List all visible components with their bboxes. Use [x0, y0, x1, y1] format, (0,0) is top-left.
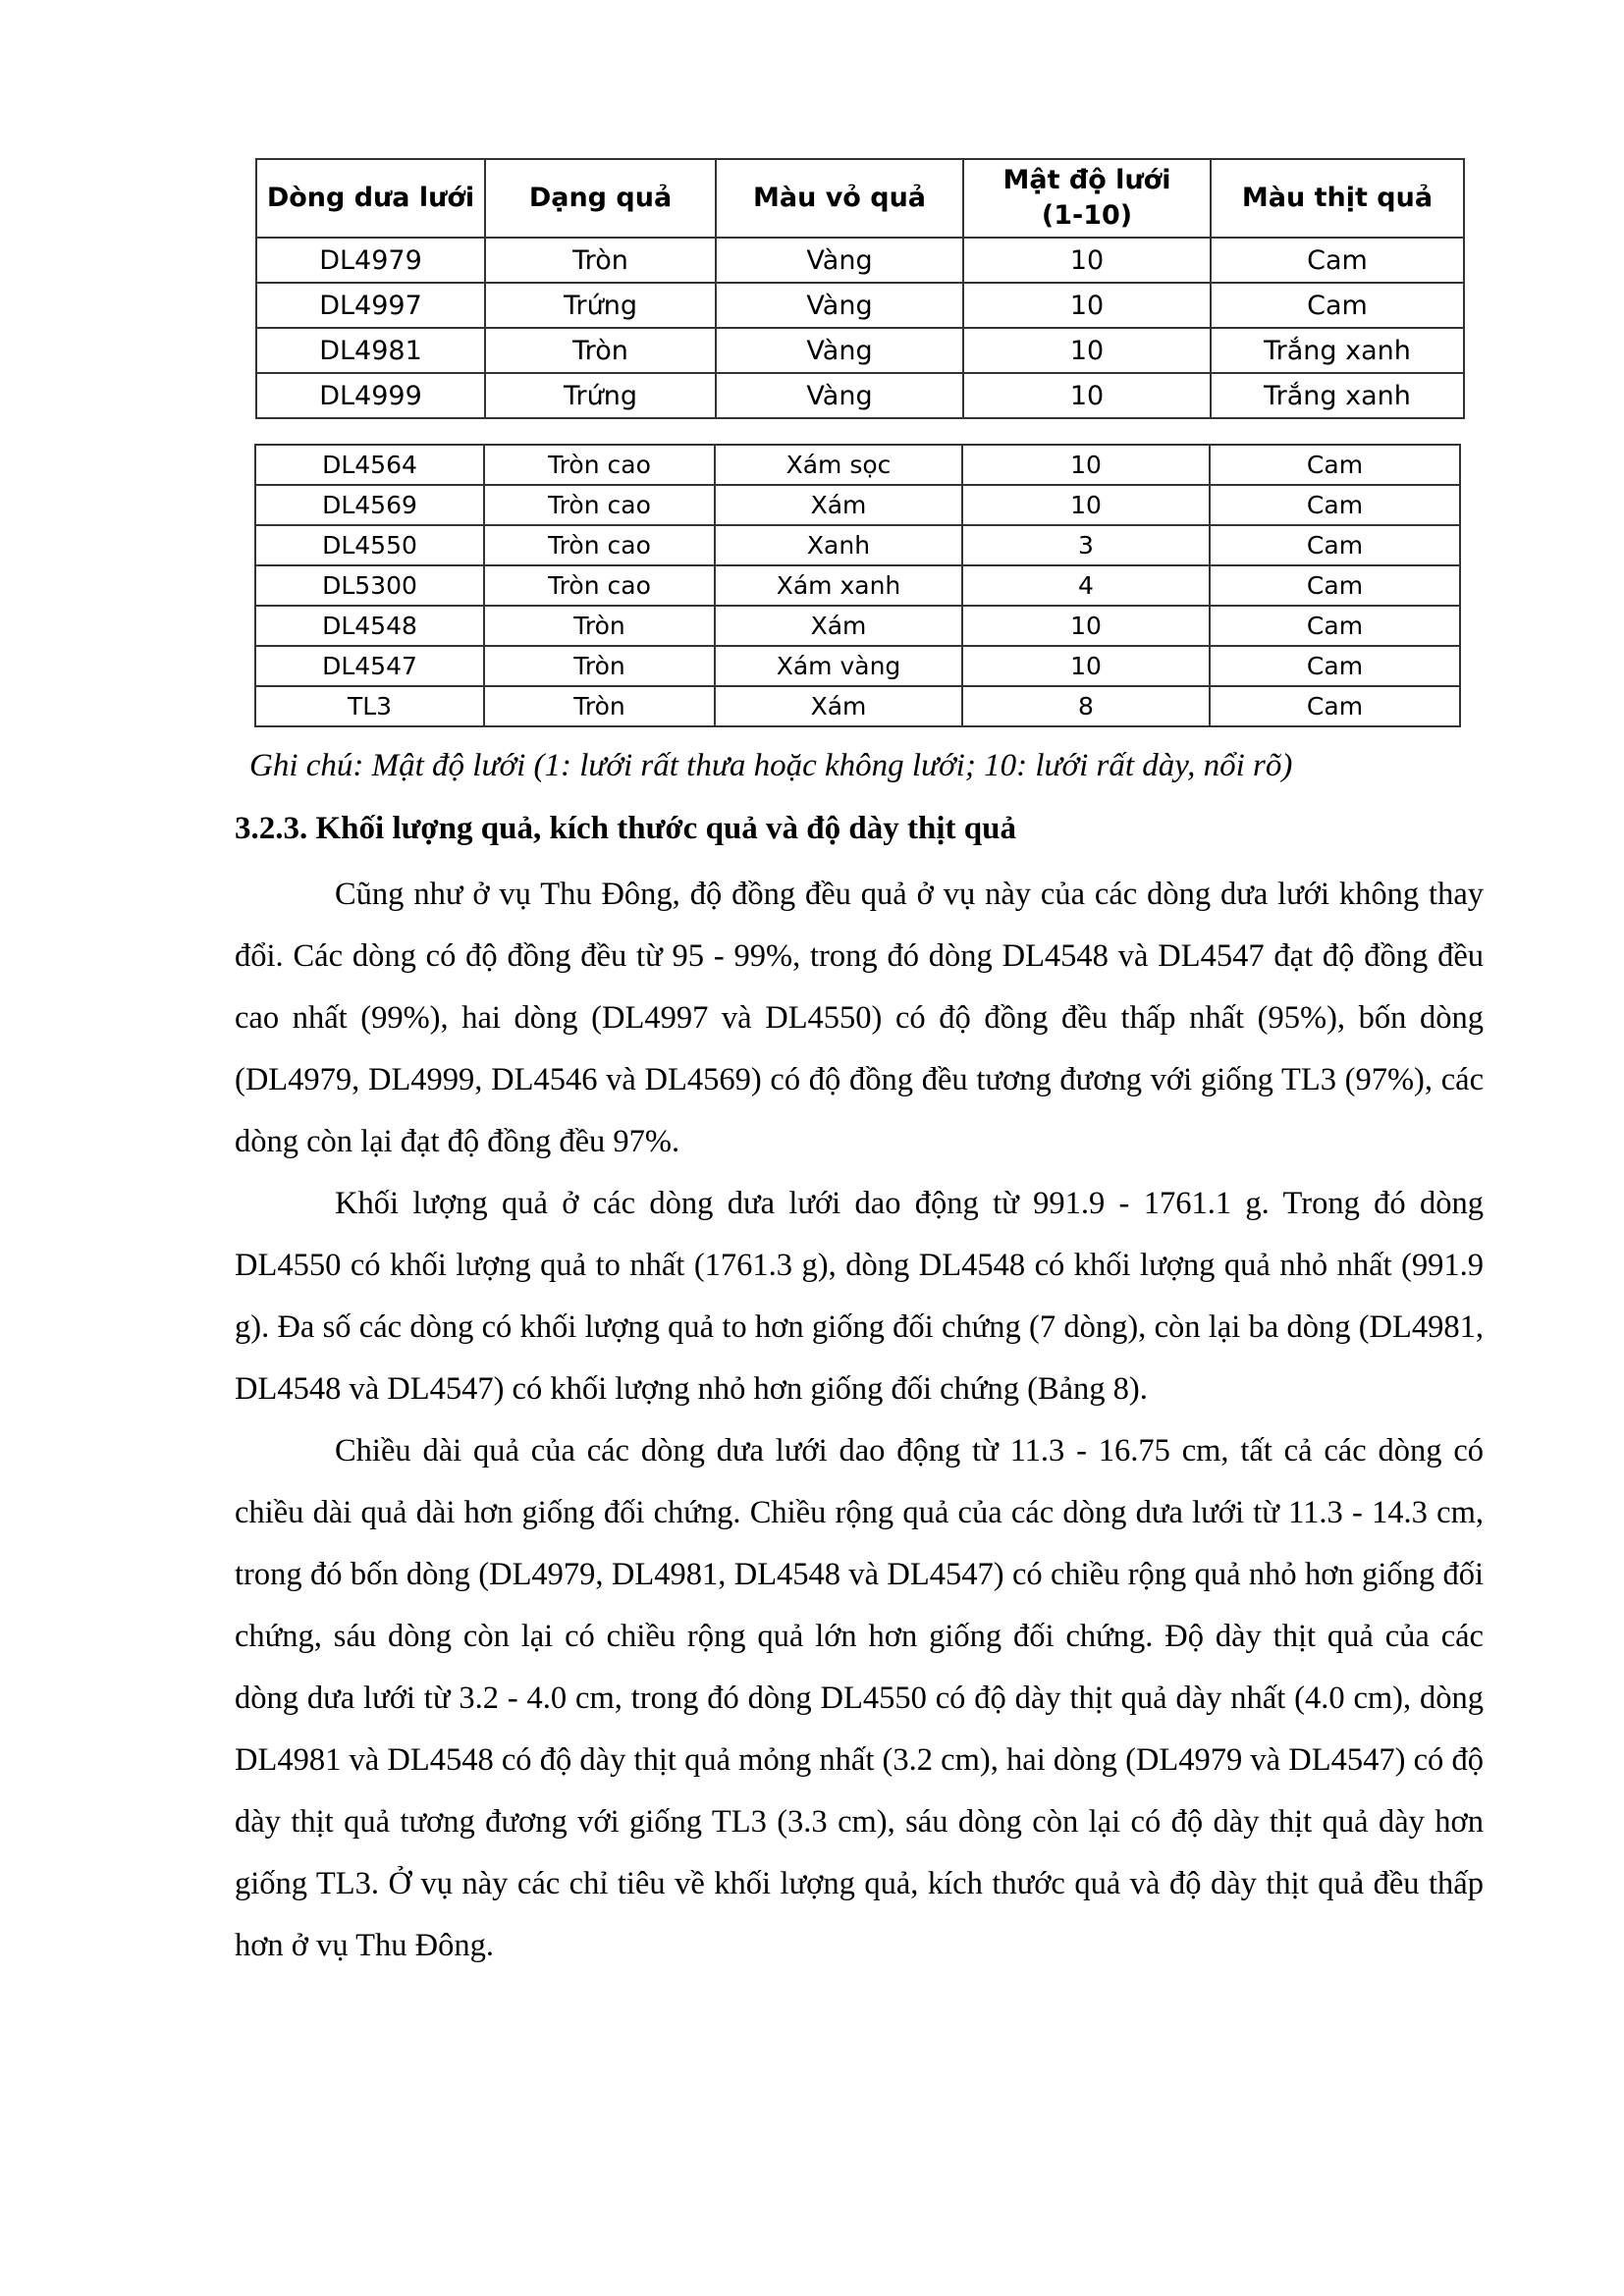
- table-cell: Xám xanh: [715, 565, 962, 606]
- table-cell: Tròn cao: [484, 445, 715, 485]
- table-cell: Tròn: [484, 686, 715, 726]
- table-cell: 8: [962, 686, 1210, 726]
- table-cell: Cam: [1210, 445, 1460, 485]
- table-cell: Trứng: [485, 283, 716, 328]
- table-row: [256, 328, 1464, 373]
- table-row: [256, 283, 1464, 328]
- table-cell: DL4999: [256, 373, 485, 418]
- paragraph: Cũng như ở vụ Thu Đông, độ đồng đều quả ở vụ này của các dòng dưa lưới không thay đổi. Các dòng có độ đồng đều từ 95 - 99%, trong đó dòng DL4548 và DL4547 đạt độ đồng đều cao nhất (99%), hai dòng (DL4997 và DL4550) có độ đồng đều thấp nhất (95%), bốn dòng (DL4979, DL4999, DL4546 và DL4569) có độ đồng đều tương đương với giống TL3 (97%), các dòng còn lại đạt độ đồng đều 97%.: [235, 877, 1484, 1159]
- table-cell: Xám: [715, 686, 962, 726]
- header-line: Mật độ lưới: [1002, 165, 1171, 195]
- header-cell: Dạng quả: [485, 159, 716, 238]
- table-cell: 4: [962, 565, 1210, 606]
- table-row: [255, 445, 1460, 485]
- table-cell: Tròn cao: [484, 565, 715, 606]
- header-cell: [963, 159, 1211, 238]
- header-cell: Màu vỏ quả: [716, 159, 963, 238]
- section-heading: 3.2.3. Khối lượng quả, kích thước quả và độ dày thịt quả: [235, 811, 1016, 846]
- table-header-row: [256, 159, 1464, 238]
- table-cell: Vàng: [716, 328, 963, 373]
- table-cell: 10: [963, 238, 1211, 283]
- table-cell: 10: [962, 646, 1210, 686]
- table-cell: 10: [962, 445, 1210, 485]
- table-cell: DL4548: [255, 606, 484, 646]
- table-cell: Tròn cao: [484, 525, 715, 565]
- table-cell: Trắng xanh: [1211, 373, 1464, 418]
- table-cell: Cam: [1210, 686, 1460, 726]
- table-row: [255, 565, 1460, 606]
- table-cell: Xám: [715, 485, 962, 525]
- table-cell: Cam: [1210, 565, 1460, 606]
- table-cell: 3: [962, 525, 1210, 565]
- table-cell: Cam: [1211, 283, 1464, 328]
- table-row: [255, 525, 1460, 565]
- table-cell: Tròn cao: [484, 485, 715, 525]
- table-cell: 10: [963, 328, 1211, 373]
- table-note: Ghi chú: Mật độ lưới (1: lưới rất thưa hoặc không lưới; 10: lưới rất dày, nổi rõ): [249, 748, 1293, 783]
- table-cell: 10: [963, 283, 1211, 328]
- table-cell: DL4550: [255, 525, 484, 565]
- table-cell: DL4979: [256, 238, 485, 283]
- table-cell: 10: [963, 373, 1211, 418]
- table-row: [256, 373, 1464, 418]
- table-cell: Vàng: [716, 283, 963, 328]
- body-text: [235, 864, 1484, 1977]
- table-cell: 10: [962, 606, 1210, 646]
- table-cell: Trứng: [485, 373, 716, 418]
- header-line: (1-10): [1041, 200, 1133, 231]
- table-row: [255, 646, 1460, 686]
- table-cell: 10: [962, 485, 1210, 525]
- melon-traits-table-part-2: [254, 444, 1461, 727]
- table-row: [255, 686, 1460, 726]
- table-cell: DL4997: [256, 283, 485, 328]
- table-cell: Xanh: [715, 525, 962, 565]
- melon-traits-table-part-1: [255, 158, 1465, 419]
- table-cell: Cam: [1210, 525, 1460, 565]
- table-cell: Tròn: [485, 238, 716, 283]
- table-cell: DL4564: [255, 445, 484, 485]
- table-row: [255, 606, 1460, 646]
- paragraph: Chiều dài quả của các dòng dưa lưới dao động từ 11.3 - 16.75 cm, tất cả các dòng có chiều dài quả dài hơn giống đối chứng. Chiều rộng quả của các dòng dưa lưới từ 11.3 - 14.3 cm, trong đó bốn dòng (DL4979, DL4981, DL4548 và DL4547) có chiều rộng quả nhỏ hơn giống đối chứng, sáu dòng còn lại có chiều rộng quả lớn hơn giống đối chứng. Độ dày thịt quả của các dòng dưa lưới từ 3.2 - 4.0 cm, trong đó dòng DL4550 có độ dày thịt quả dày nhất (4.0 cm), dòng DL4981 và DL4548 có độ dày thịt quả mỏng nhất (3.2 cm), hai dòng (DL4979 và DL4547) có độ dày thịt quả tương đương với giống TL3 (3.3 cm), sáu dòng còn lại có độ dày thịt quả dày hơn giống TL3. Ở vụ này các chỉ tiêu về khối lượng quả, kích thước quả và độ dày thịt quả đều thấp hơn ở vụ Thu Đông.: [235, 1433, 1484, 1963]
- table-cell: TL3: [255, 686, 484, 726]
- table-cell: Xám vàng: [715, 646, 962, 686]
- table-cell: Xám: [715, 606, 962, 646]
- header-cell: Dòng dưa lưới: [256, 159, 485, 238]
- table-cell: DL4547: [255, 646, 484, 686]
- table-cell: Cam: [1210, 606, 1460, 646]
- table-cell: DL4569: [255, 485, 484, 525]
- table-cell: Cam: [1210, 646, 1460, 686]
- table-cell: Tròn: [485, 328, 716, 373]
- table-cell: Tròn: [484, 606, 715, 646]
- table-cell: Trắng xanh: [1211, 328, 1464, 373]
- table-cell: Cam: [1210, 485, 1460, 525]
- header-cell: Màu thịt quả: [1211, 159, 1464, 238]
- table-cell: Tròn: [484, 646, 715, 686]
- table-cell: Vàng: [716, 373, 963, 418]
- table-cell: Xám sọc: [715, 445, 962, 485]
- table-cell: Cam: [1211, 238, 1464, 283]
- paragraph: Khối lượng quả ở các dòng dưa lưới dao động từ 991.9 - 1761.1 g. Trong đó dòng DL4550 có khối lượng quả to nhất (1761.3 g), dòng DL4548 có khối lượng quả nhỏ nhất (991.9 g). Đa số các dòng có khối lượng quả to hơn giống đối chứng (7 dòng), còn lại ba dòng (DL4981, DL4548 và DL4547) có khối lượng nhỏ hơn giống đối chứng (Bảng 8).: [235, 1186, 1484, 1407]
- table-cell: DL5300: [255, 565, 484, 606]
- table-cell: Vàng: [716, 238, 963, 283]
- table-cell: DL4981: [256, 328, 485, 373]
- table-row: [256, 238, 1464, 283]
- table-row: [255, 485, 1460, 525]
